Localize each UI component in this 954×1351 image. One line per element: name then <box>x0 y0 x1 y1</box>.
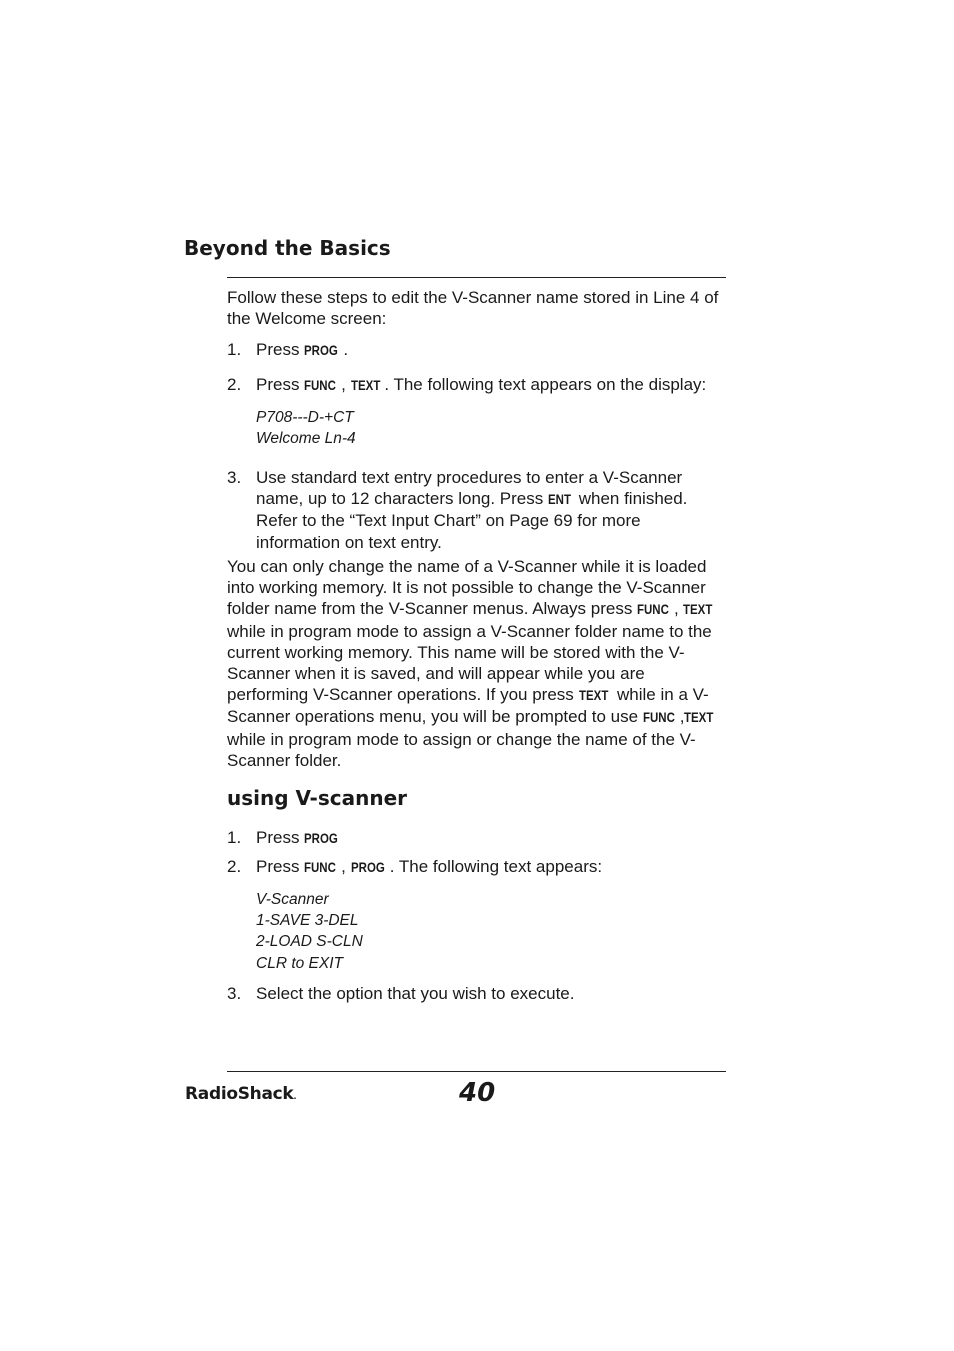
steps-list-vscanner-3 <box>227 983 729 1004</box>
key-func: FUNC <box>304 859 337 875</box>
brand-logo: RadioShack. <box>185 1084 297 1104</box>
section-title: Beyond the Basics <box>184 236 391 260</box>
step-number: 2. <box>227 375 242 394</box>
steps-list-vscanner-2 <box>227 856 729 878</box>
key-text: TEXT <box>350 377 380 393</box>
step-number: 1. <box>227 340 242 359</box>
step-number: 3. <box>227 468 242 487</box>
display-line: 1-SAVE 3-DEL <box>256 912 359 930</box>
key-func: FUNC <box>304 377 337 393</box>
key-func: FUNC <box>637 601 669 618</box>
display-line: 2-LOAD S-CLN <box>256 933 363 951</box>
step-number: 3. <box>227 984 242 1003</box>
key-prog: PROG <box>304 830 338 846</box>
list-item: 3. Select the option that you wish to execute. <box>227 984 575 1003</box>
key-text: TEXT <box>684 709 714 726</box>
display-line: CLR to EXIT <box>256 954 343 972</box>
list-item: 1. Press PROG <box>227 827 729 849</box>
list-item: 1. Press PROG . <box>227 339 729 361</box>
key-prog: PROG <box>350 859 385 875</box>
subsection-title: using V-scanner <box>227 786 407 810</box>
list-item: 2. Press FUNC , TEXT . The following text appears on the display: <box>227 374 729 396</box>
steps-list-vscanner <box>227 827 729 849</box>
display-readout-welcome <box>227 407 758 449</box>
key-func: FUNC <box>642 709 675 726</box>
steps-list-edit-2 <box>227 374 729 396</box>
display-line: P708---D-+CT <box>256 409 354 426</box>
intro-paragraph: Follow these steps to edit the V-Scanner name stored in Line 4 of the Welcome screen: <box>227 288 719 329</box>
steps-list-edit <box>227 339 729 361</box>
display-line: V-Scanner <box>256 891 329 908</box>
list-item: 3. Use standard text entry procedures to enter a V-Scanner name, up to 12 characters long. Press ENT when finished. Refer to the “Text Input Chart” on Page 69 for more information on text entry. <box>227 468 688 552</box>
key-text: TEXT <box>683 601 713 618</box>
info-paragraph: You can only change the name of a V-Scanner while it is loaded into working memory. It is not possible to change the V-Scanner folder name from the V-Scanner menus. Always press FUNC , TEXT while in program mode to assign a V-Scanner folder name to the current working memory. This name will be stored with the V-Scanner when it is saved, and will appear while you are performing V-Scanner operations. If you press TEXT while in a V-Scanner operations menu, you will be prompted to use FUNC ,TEXT while in program mode to assign or change the name of the V-Scanner folder. <box>227 557 714 770</box>
display-readout-vscanner <box>227 889 758 974</box>
step-number: 1. <box>227 828 242 847</box>
list-item: 2. Press FUNC , PROG . The following text appears: <box>227 856 729 878</box>
key-text: TEXT <box>578 687 608 704</box>
display-line: Welcome Ln-4 <box>256 430 356 448</box>
key-ent: ENT <box>548 491 571 508</box>
key-prog: PROG <box>304 342 338 358</box>
steps-list-edit-3 <box>227 467 727 553</box>
header-rule <box>227 277 726 278</box>
page-number: 40 <box>459 1078 496 1108</box>
footer-rule <box>227 1071 726 1072</box>
step-number: 2. <box>227 857 242 876</box>
